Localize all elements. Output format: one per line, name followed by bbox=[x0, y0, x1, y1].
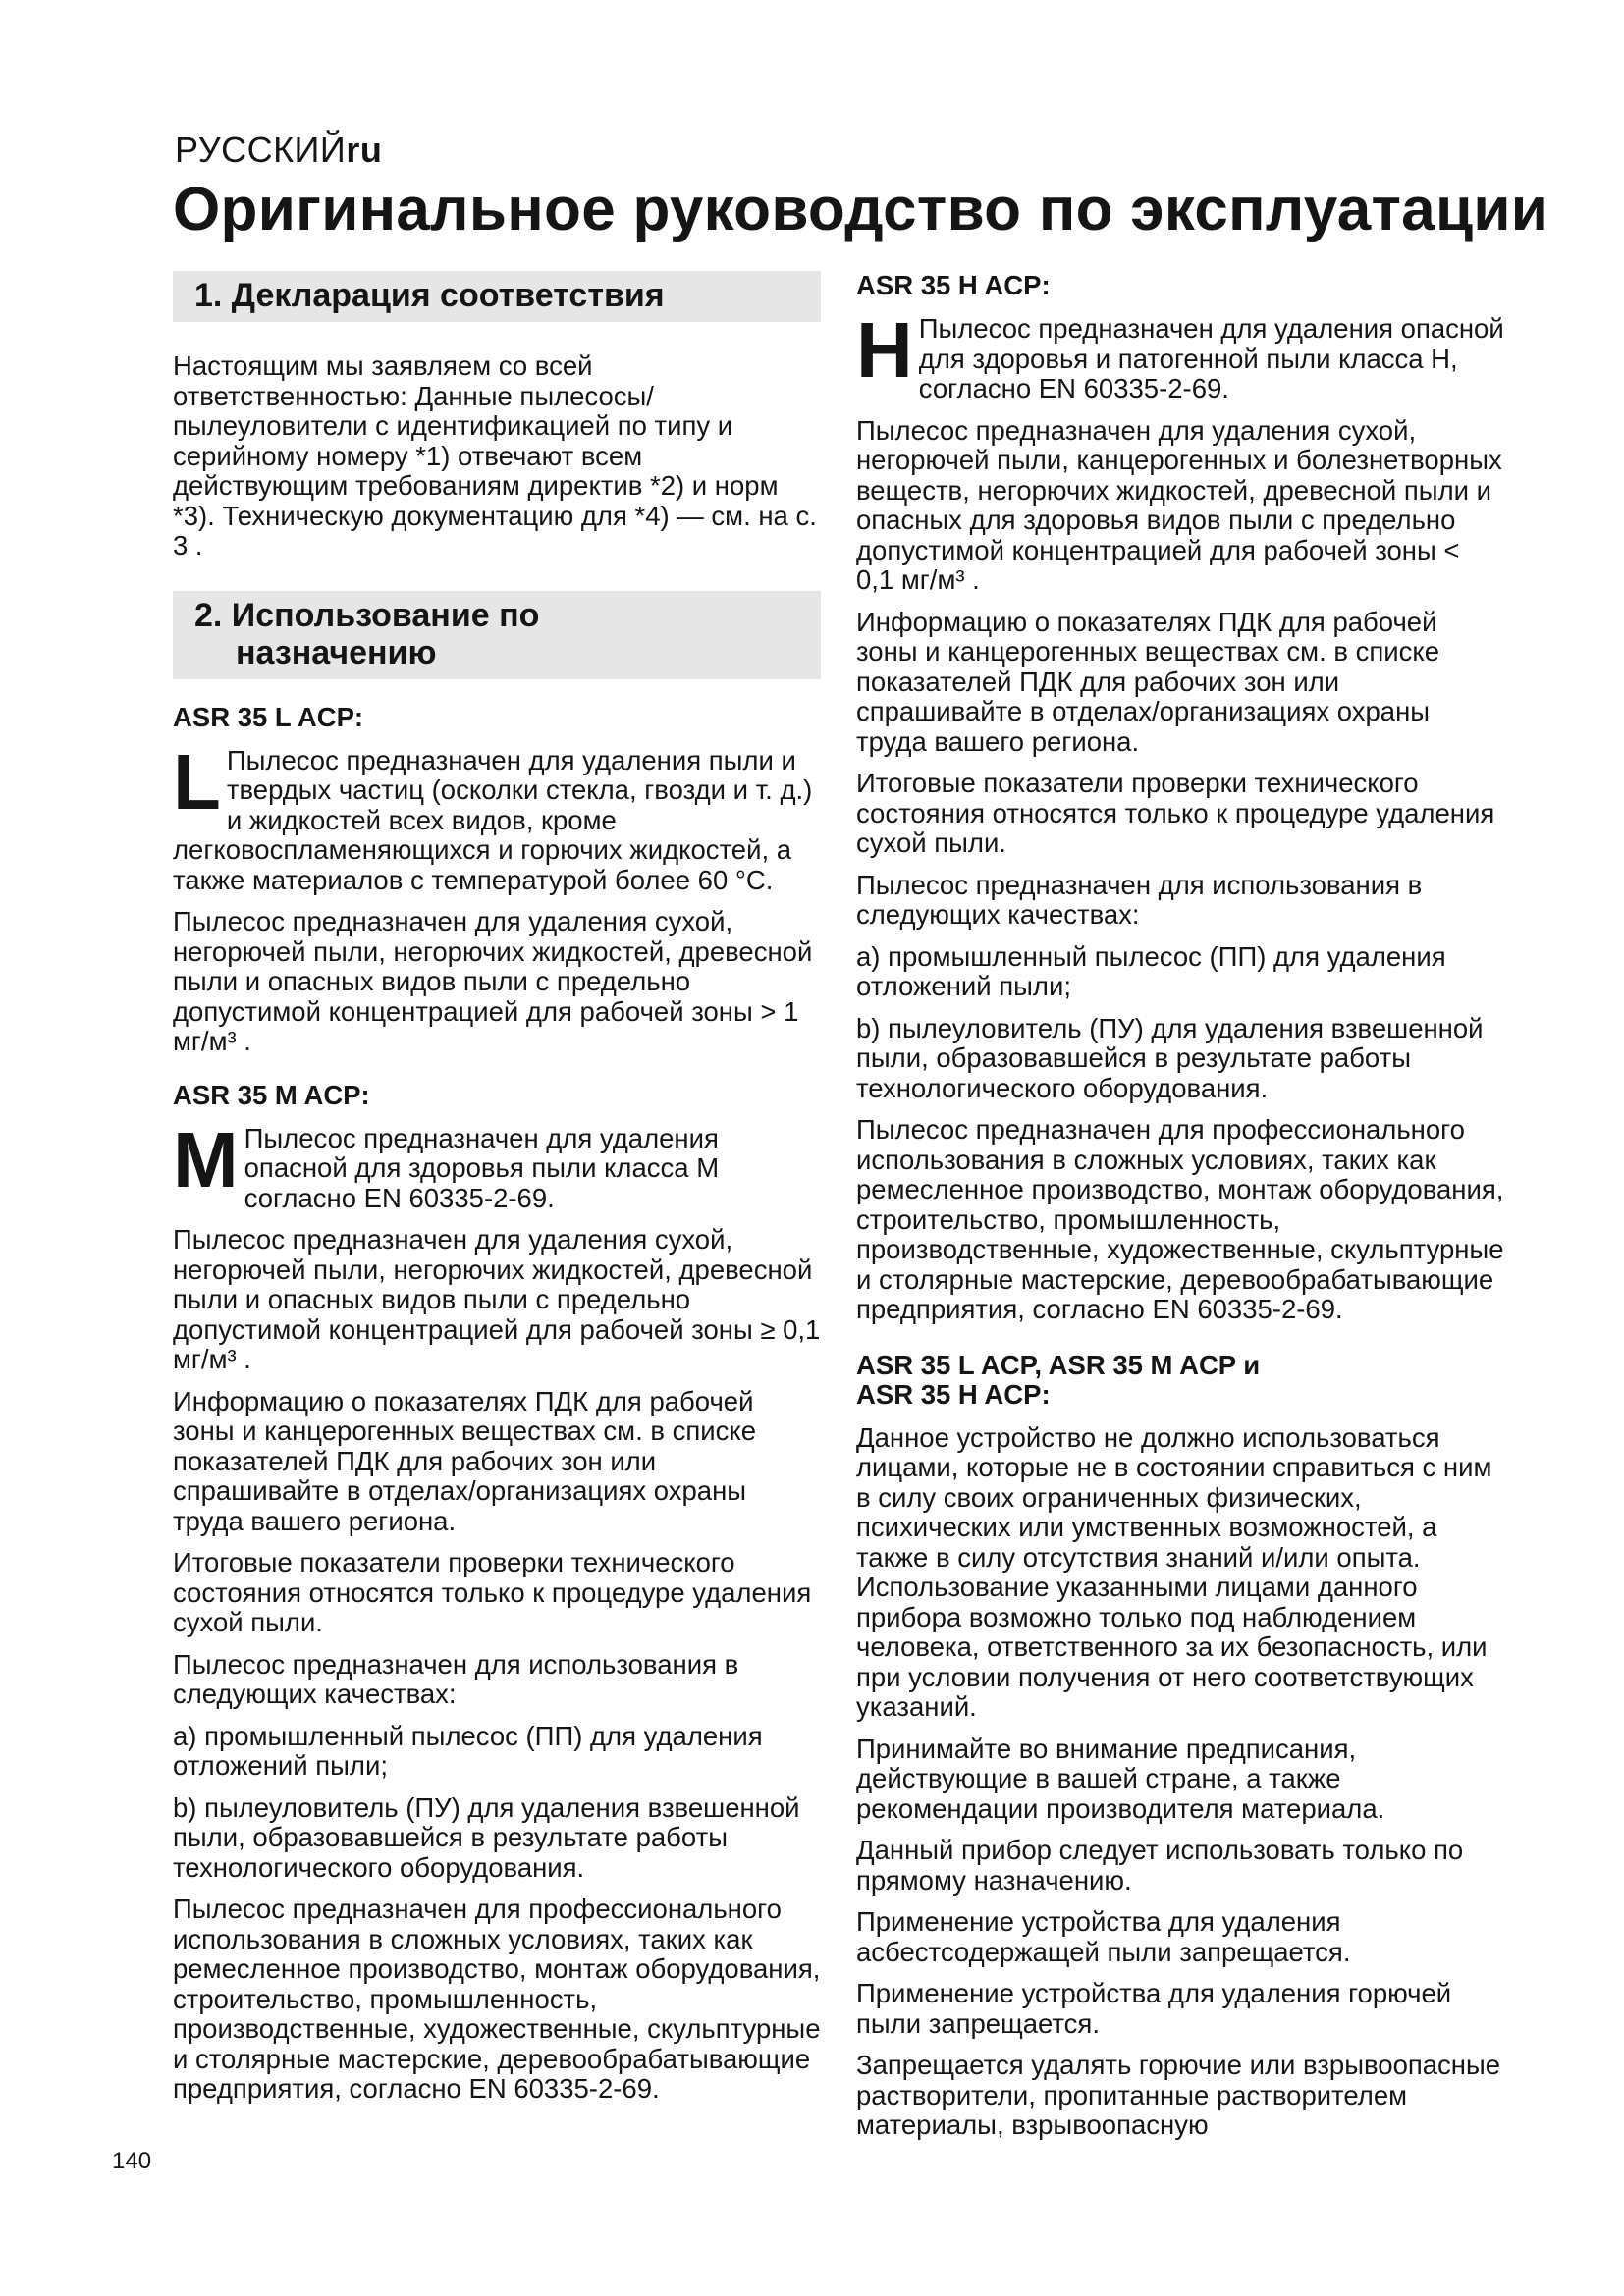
all-paragraph-1: Данное устройство не должно использоваться лицами, которые не в состоянии справиться с ним в силу своих ограниченных физических, психических или умственных возможностей, а также в силу отсутствия знаний и/или опыта. Использование указанными лицами данного прибора возможно только под наблюдением человека, ответственного за их безопасность, или при условии получения от него соответствующих указаний. bbox=[856, 1421, 1492, 1722]
h-paragraph-6: b) пылеуловитель (ПУ) для удаления взвешенной пыли, образовавшейся в результате работы технологического оборудования. bbox=[856, 1012, 1484, 1103]
l-class-title: ASR 35 L ACP: bbox=[173, 701, 364, 732]
section-2-heading-line2: назначению bbox=[236, 633, 437, 671]
all-paragraph-4: Применение устройства для удаления асбестсодержащей пыли запрещается. bbox=[856, 1906, 1351, 1967]
m-paragraph-4: Пылесос предназначен для использования в следующих качествах: bbox=[173, 1648, 739, 1709]
section-2-heading bbox=[173, 591, 821, 679]
m-paragraph-7: Пылесос предназначен для профессионального использования в сложных условиях, таких как ремесленное производство, монтаж оборудования, строительство, промышленность, производственные, художественные, скульптурные и столярные мастерские, деревообрабатывающие предприятия, согласно EN 60335-2-69. bbox=[173, 1894, 821, 2104]
m-class-text: Пылесос предназначен для удаления опасной для здоровья пыли класса M согласно EN 60335-2-69. bbox=[244, 1122, 720, 1213]
right-column bbox=[856, 271, 1504, 2153]
all-paragraph-3: Данный прибор следует использовать только по прямому назначению. bbox=[856, 1835, 1464, 1896]
h-class-text: Пылесос предназначен для удаления опасной для здоровья и патогенной пыли класса H, согласно EN 60335-2-69. bbox=[918, 313, 1504, 403]
h-class-title: ASR 35 H ACP: bbox=[856, 270, 1051, 300]
all-models-title-line1: ASR 35 L ACP, ASR 35 M ACP и bbox=[856, 1349, 1261, 1380]
h-paragraph-3: Итоговые показатели проверки технического состояния относятся только к процедуре удаления сухой пыли. bbox=[856, 768, 1495, 858]
page-title: Оригинальное руководство по эксплуатации bbox=[173, 176, 1549, 243]
m-paragraph-3: Итоговые показатели проверки технического состояния относятся только к процедуре удаления сухой пыли. bbox=[173, 1547, 812, 1637]
left-column bbox=[173, 271, 821, 2116]
m-class-letter: M bbox=[173, 1115, 239, 1203]
all-models-title-line2: ASR 35 H ACP: bbox=[856, 1378, 1051, 1410]
h-class-block bbox=[856, 306, 1504, 404]
m-paragraph-6: b) пылеуловитель (ПУ) для удаления взвешенной пыли, образовавшейся в результате работы технологического оборудования. bbox=[173, 1791, 800, 1883]
m-paragraph-5: a) промышленный пылесос (ПП) для удаления отложений пыли; bbox=[173, 1720, 763, 1781]
all-paragraph-5: Применение устройства для удаления горючей пыли запрещается. bbox=[856, 1978, 1452, 2039]
m-paragraph-1: Пылесос предназначен для удаления сухой, негорючей пыли, негорючих жидкостей, древесной пыли и опасных видов пыли с предельно допустимой концентрацией для рабочей зоны ≥ 0,1 мг/м³ . bbox=[173, 1224, 821, 1374]
all-paragraph-6: Запрещается удалять горючие или взрывоопасные растворители, пропитанные растворителем материалы, взрывоопасную bbox=[856, 2050, 1501, 2140]
h-paragraph-1: Пылесос предназначен для удаления сухой, негорючей пыли, канцерогенных и болезнетворных веществ, негорючих жидкостей, древесной пыли и опасных для здоровья видов пыли с предельно допустимой концентрацией для рабочей зоны < 0,1 мг/м³ . bbox=[856, 414, 1502, 595]
declaration-text: Настоящим мы заявляем со всей ответственностью: Данные пылесосы/ пылеуловители с идентификацией по типу и серийному номеру *1) отвечают всем действующим требованиям директив *2) и норм *3). Техническую документацию для *4) — см. на с. 3 . bbox=[173, 350, 817, 561]
h-class-letter: H bbox=[856, 306, 913, 394]
h-paragraph-5: a) промышленный пылесос (ПП) для удаления отложений пыли; bbox=[856, 940, 1446, 1001]
section-1-heading: 1. Декларация соответствия bbox=[173, 271, 821, 322]
m-paragraph-2: Информацию о показателях ПДК для рабочей зоны и канцерогенных веществах см. в списке показателей ПДК для рабочих зон или спрашивайте в отделах/организациях охраны труда вашего региона. bbox=[173, 1385, 756, 1536]
l-paragraph: Пылесос предназначен для удаления сухой, негорючей пыли, негорючих жидкостей, древесной пыли и опасных видов пыли с предельно допустимой концентрацией для рабочей зоны > 1 мг/м³ . bbox=[173, 906, 813, 1056]
m-class-block bbox=[173, 1115, 821, 1214]
all-models-title bbox=[856, 1351, 1504, 1410]
h-paragraph-4: Пылесос предназначен для использования в следующих качествах: bbox=[856, 869, 1423, 930]
page-number: 140 bbox=[112, 2148, 152, 2174]
section-2-heading-line1: 2. Использование по bbox=[194, 596, 540, 634]
h-paragraph-2: Информацию о показателях ПДК для рабочей зоны и канцерогенных веществах см. в списке показателей ПДК для рабочих зон или спрашивайте в отделах/организациях охраны труда вашего региона. bbox=[856, 606, 1439, 757]
l-class-text: Пылесос предназначен для удаления пыли и твердых частиц (осколки стекла, гвозди и т. д.) и жидкостей всех видов, кроме легковоспламеняющихся и горючих жидкостей, а также материалов с температурой более 60 °C. bbox=[173, 744, 813, 895]
l-class-block bbox=[173, 737, 821, 896]
m-class-title: ASR 35 M ACP: bbox=[173, 1079, 370, 1110]
language-code: ru bbox=[346, 130, 383, 170]
language-name: РУССКИЙ bbox=[175, 130, 347, 170]
l-class-letter: L bbox=[173, 737, 221, 826]
language-label bbox=[175, 130, 382, 171]
h-paragraph-7: Пылесос предназначен для профессионального использования в сложных условиях, таких как ремесленное производство, монтаж оборудования, строительство, промышленность, производственные, художественные, скульптурные и столярные мастерские, деревообрабатывающие предприятия, согласно EN 60335-2-69. bbox=[856, 1114, 1504, 1324]
all-paragraph-2: Принимайте во внимание предписания, действующие в вашей стране, а также рекомендации производителя материала. bbox=[856, 1733, 1385, 1824]
